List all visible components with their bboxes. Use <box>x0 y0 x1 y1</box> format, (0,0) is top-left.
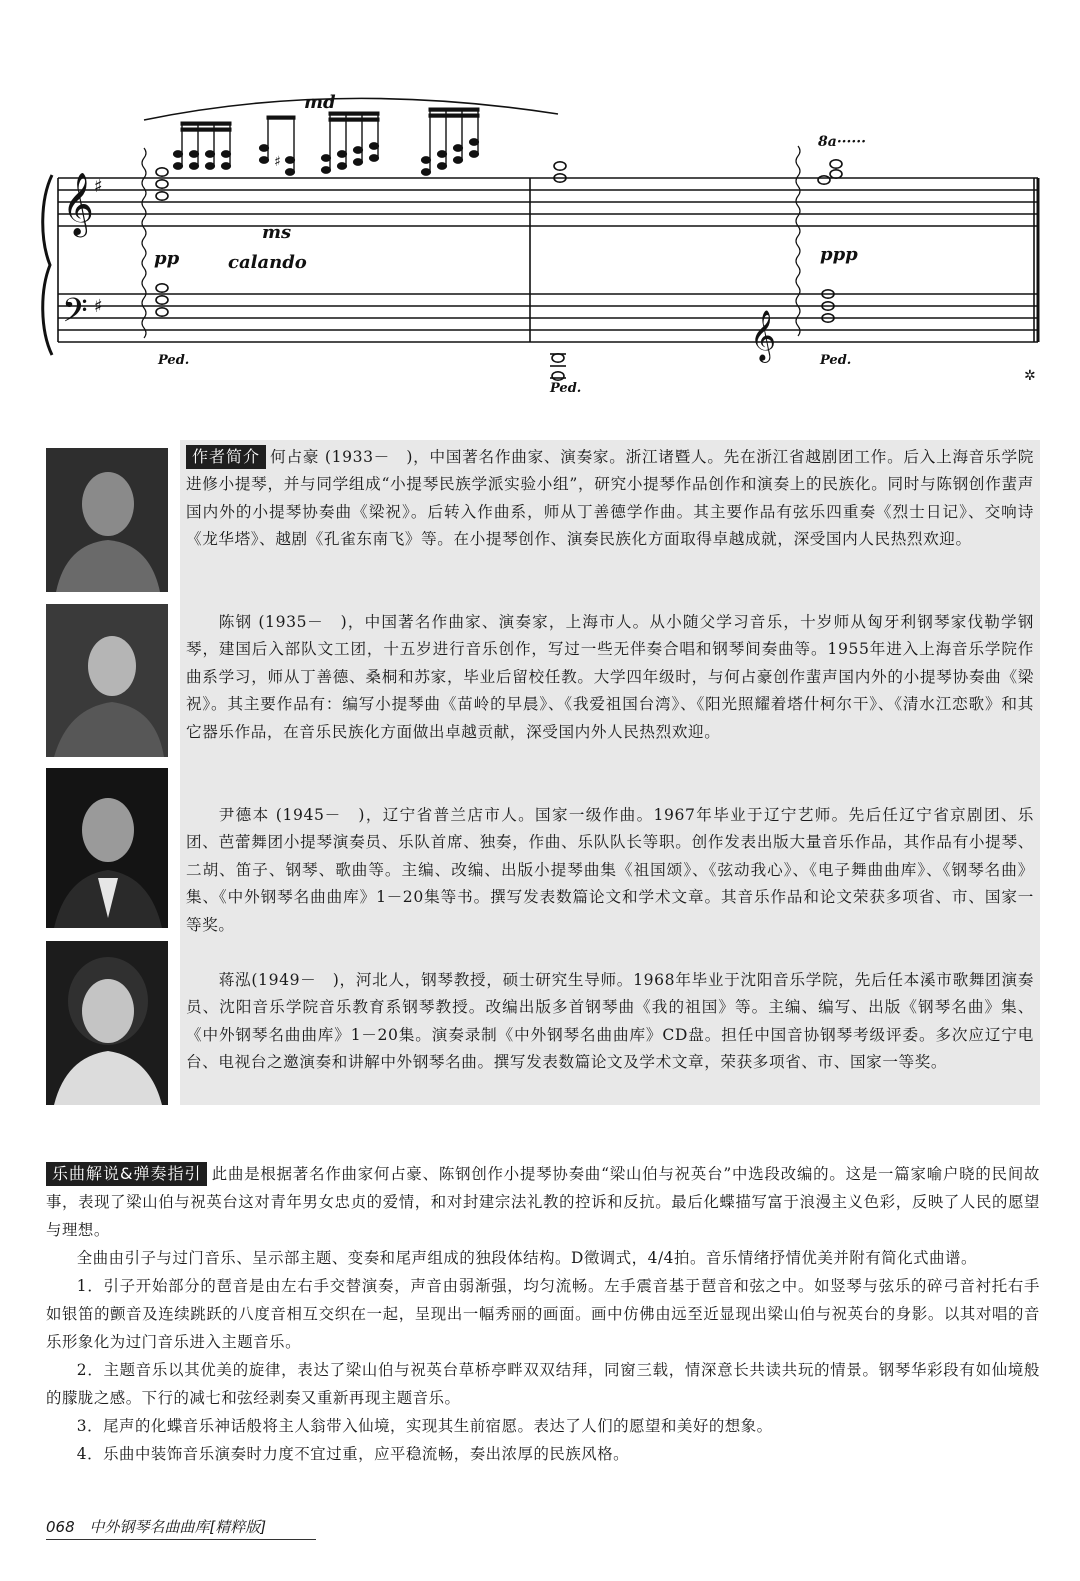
analysis-text: 全曲由引子与过门音乐、呈示部主题、变奏和尾声组成的独段体结构。D徵调式，4/4拍。音乐情绪抒情优美并附有简化式曲谱。 <box>76 1249 977 1267</box>
analysis-text: 此曲是根据著名作曲家何占豪、陈钢创作小提琴协奏曲“梁山伯与祝英台”中选段改编的。这是一篇家喻户晓的民间故事，表现了梁山伯与祝英台这对青年男女忠贞的爱情，和对封建宗法礼教的控诉和反抗。最后化蝶描写富于浪漫主义色彩，反映了人民的愿望与理想。 <box>46 1165 1040 1239</box>
ms-mark: ms <box>262 222 292 243</box>
book-title: 中外钢琴名曲曲库[精粹版] <box>89 1518 267 1536</box>
pedal-release-icon: ✲ <box>1024 368 1036 384</box>
footer-rule <box>46 1539 316 1540</box>
bass-clef-icon: 𝄢 <box>62 292 88 338</box>
bass-staff <box>58 294 1038 342</box>
bio-text: 陈钢 (1935－ )，中国著名作曲家、演奏家，上海市人。从小随父学习音乐，十岁师从匈牙利钢琴家伐勒学钢琴，建国后入部队文工团，十五岁进行音乐创作，写过一些无伴奏合唱和钢琴间奏曲等。1955年进入上海音乐学院作曲系学习，师从丁善德、桑桐和苏家，毕业后留校任教。大学四年级时，与何占豪创作蜚声国内外的小提琴协奏曲《梁祝》。其主要作品有：编写小提琴曲《苗岭的早晨》、《我爱祖国台湾》、《阳光照耀着塔什柯尔干》、《清水江恋歌》和其它器乐作品，在音乐民族化方面做出卓越贡献，深受国内外人民热烈欢迎。 <box>186 613 1034 741</box>
sharp-icon: ♯ <box>94 296 103 317</box>
pedal-mark: Ped. <box>820 353 852 368</box>
portrait-photo <box>46 941 168 1105</box>
arpeggio-icon <box>796 146 800 336</box>
bio-hezhanhao <box>186 444 1034 554</box>
md-mark: md <box>304 92 336 113</box>
bio-yindeben <box>186 802 1034 939</box>
score-svg <box>38 80 1048 410</box>
brace <box>43 175 52 355</box>
bio-text: 蒋泓(1949－ )，河北人，钢琴教授，硕士研究生导师。1968年毕业于沈阳音乐学院，先后任本溪市歌舞团演奏员、沈阳音乐学院音乐教育系钢琴教授。改编出版多首钢琴曲《我的祖国》等。主编、编写、出版《钢琴名曲》集、《中外钢琴名曲曲库》1－20集。演奏录制《中外钢琴名曲曲库》CD盘。担任中国音协钢琴考级评委。多次应辽宁电台、电视台之邀演奏和讲解中外钢琴名曲。撰写发表数篇论文及学术文章，荣获多项省、市、国家一等奖。 <box>186 971 1034 1072</box>
svg-text:♯: ♯ <box>274 154 281 170</box>
portrait-photo <box>46 768 168 928</box>
slur <box>144 98 558 120</box>
analysis-text: 4．乐曲中装饰音乐演奏时力度不宜过重，应平稳流畅，奏出浓厚的民族风格。 <box>76 1445 630 1463</box>
bio-jianghong <box>186 967 1034 1077</box>
portrait-photo <box>46 604 168 757</box>
bio-chengang <box>186 609 1034 746</box>
pedal-mark: Ped. <box>158 353 190 368</box>
treble-clef-icon: 𝄞 <box>62 172 94 235</box>
arpeggio-icon <box>142 148 146 338</box>
pedal-mark: Ped. <box>550 381 582 396</box>
treble-clef-icon: 𝄞 <box>750 310 777 361</box>
analysis-section <box>46 1160 1040 1468</box>
music-score <box>38 80 1048 410</box>
calando-mark: calando <box>228 252 307 273</box>
analysis-text: 1．引子开始部分的琶音是由左右手交替演奏，声音由弱渐强，均匀流畅。左手震音基于琶音和弦之中。如竖琴与弦乐的碎弓音衬托右手如银笛的颤音及连续跳跃的八度音相互交织在一起，呈现出一幅秀丽的画面。画中仿佛由远至近显现出梁山伯与祝英台的身影。以其对唱的音乐形象化为过门音乐进入主题音乐。 <box>46 1277 1040 1351</box>
page-footer <box>46 1516 266 1537</box>
bass-notes <box>156 284 834 380</box>
analysis-text: 3．尾声的化蝶音乐神话般将主人翁带入仙境，实现其生前宿愿。表达了人们的愿望和美好的想象。 <box>76 1417 773 1435</box>
sharp-icon: ♯ <box>94 176 103 197</box>
bio-text: 何占豪 (1933－ )，中国著名作曲家、演奏家。浙江诸暨人。先在浙江省越剧团工作。后入上海音乐学院进修小提琴，并与同学组成“小提琴民族学派实验小组”，研究小提琴作品创作和演奏上的民族化。同时与陈钢创作蜚声国内外的小提琴协奏曲《梁祝》。后转入作曲系，师从丁善德学作曲。其主要作品有弦乐四重奏《烈士日记》、交响诗《龙华塔》、越剧《孔雀东南飞》等。在小提琴创作、演奏民族化方面取得卓越成就，深受国内人民热烈欢迎。 <box>186 448 1034 549</box>
treble-notes <box>156 108 842 200</box>
page-number: 068 <box>46 1518 75 1536</box>
analysis-text: 2．主题音乐以其优美的旋律，表达了梁山伯与祝英台草桥亭畔双双结拜，同窗三载，情深意长共读共玩的情景。钢琴华彩段有如仙境般的朦胧之感。下行的减七和弦经剥奏又重新再现主题音乐。 <box>46 1361 1040 1407</box>
bio-text: 尹德本 (1945－ )，辽宁省普兰店市人。国家一级作曲。1967年毕业于辽宁艺师。先后任辽宁省京剧团、乐团、芭蕾舞团小提琴演奏员、乐队首席、独奏，作曲、乐队队长等职。创作发表出版大量音乐作品，其作品有小提琴、二胡、笛子、钢琴、歌曲等。主编、改编、出版小提琴曲集《祖国颂》、《弦动我心》、《电子舞曲曲库》、《钢琴名曲》集、《中外钢琴名曲曲库》1－20集等书。撰写发表数篇论文和学术文章。其音乐作品和论文荣获多项省、市、国家一等奖。 <box>186 806 1034 934</box>
ppp-mark: ppp <box>820 244 858 265</box>
treble-staff <box>58 178 1038 226</box>
bio-label: 作者简介 <box>186 445 266 469</box>
octave-mark: 8a······ <box>818 134 867 150</box>
pp-mark: pp <box>154 248 180 269</box>
portrait-photo <box>46 448 168 592</box>
analysis-label: 乐曲解说&弹奏指引 <box>46 1162 207 1186</box>
